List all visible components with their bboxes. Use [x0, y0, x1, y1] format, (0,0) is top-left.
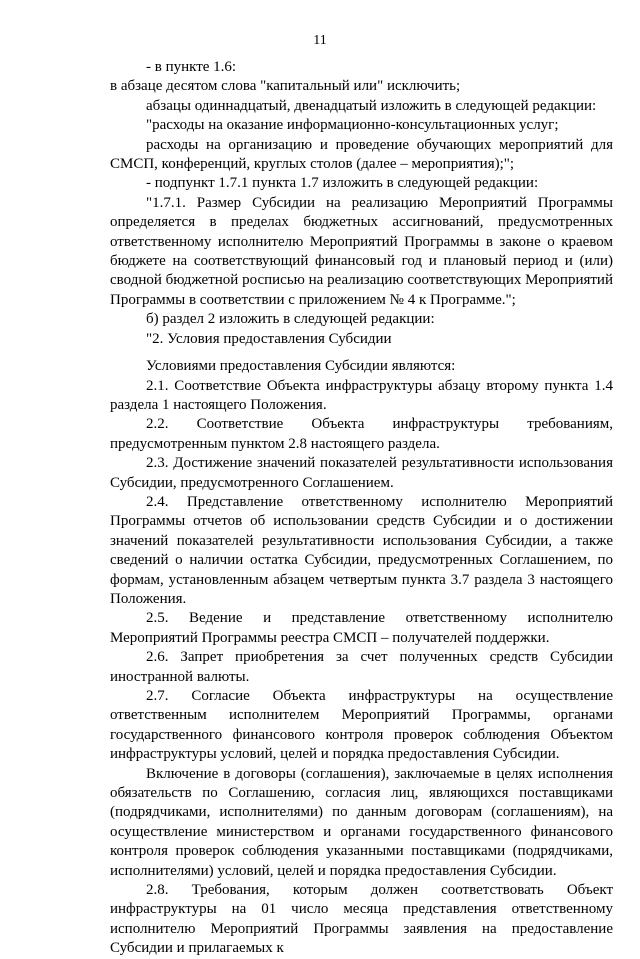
paragraph: "1.7.1. Размер Субсидии на реализацию Мероприятий Программы определяется в пределах бюджетных ассигнований, предусмотренных ответственному исполнителю Мероприятий Программы в законе о краевом бюджете на соответствующий финансовый год и плановый период и (или) сводной бюджетной росписью на реализацию соответствующих Мероприятий Программы в соответствии с приложением № 4 к Программе.";: [110, 194, 613, 308]
paragraph: - в пункте 1.6:: [146, 59, 237, 75]
paragraph: б) раздел 2 изложить в следующей редакции:: [146, 311, 435, 328]
page-number: 11: [313, 33, 327, 48]
paragraph: "расходы на оказание информационно-консультационных услуг;: [146, 117, 559, 134]
paragraph: в абзаце десятом слова "капитальный или" исключить;: [110, 78, 461, 95]
section-heading: "2. Условия предоставления Субсидии: [146, 330, 392, 347]
paragraph: 2.3. Достижение значений показателей результативности использования Субсидии, предусмотренного Соглашением.: [110, 455, 613, 491]
paragraph: 2.6. Запрет приобретения за счет полученных средств Субсидии иностранной валюты.: [110, 649, 613, 685]
paragraph: Условиями предоставления Субсидии являются:: [146, 358, 456, 375]
paragraph: 2.5. Ведение и представление ответственному исполнителю Мероприятий Программы реестра СМСП – получателей поддержки.: [110, 610, 613, 646]
paragraph: 2.2. Соответствие Объекта инфраструктуры требованиям, предусмотренным пунктом 2.8 настоящего раздела.: [110, 416, 613, 452]
document-body: [110, 58, 613, 959]
paragraph: абзацы одиннадцатый, двенадцатый изложить в следующей редакции:: [146, 97, 597, 114]
paragraph: - подпункт 1.7.1 пункта 1.7 изложить в следующей редакции:: [146, 175, 539, 192]
paragraph: 2.4. Представление ответственному исполнителю Мероприятий Программы отчетов об использовании средств Субсидии и о достижении значений показателей результативности использования Субсидии, а также сведений о наличии остатка Субсидии, предусмотренных Соглашением, по формам, установленным абзацем четвертым пункта 3.7 раздела 3 настоящего Положения.: [110, 493, 613, 607]
paragraph: Включение в договоры (соглашения), заключаемые в целях исполнения обязательств по Соглашению, согласия лиц, являющихся поставщиками (подрядчиками, исполнителями) по данным договорам (соглашениям), на осуществление министерством и органами государственного финансового контроля проверок соблюдения указанными поставщиками (подрядчиками, исполнителями) условий, целей и порядка предоставления Субсидии.: [110, 765, 613, 879]
paragraph: 2.7. Согласие Объекта инфраструктуры на осуществление ответственным исполнителем Мероприятий Программы, органами государственного финансового контроля проверок соблюдения Объектом инфраструктуры условий, целей и порядка предоставления Субсидии.: [110, 688, 613, 763]
paragraph: расходы на организацию и проведение обучающих мероприятий для СМСП, конференций, круглых столов (далее – мероприятия);";: [110, 136, 613, 173]
paragraph: 2.8. Требования, которым должен соответствовать Объект инфраструктуры на 01 число месяца представления ответственному исполнителю Мероприятий Программы заявления на предоставление Субсидии и прилагаемых к: [110, 882, 613, 957]
paragraph: 2.1. Соответствие Объекта инфраструктуры абзацу второму пункта 1.4 раздела 1 настоящего Положения.: [110, 377, 613, 413]
